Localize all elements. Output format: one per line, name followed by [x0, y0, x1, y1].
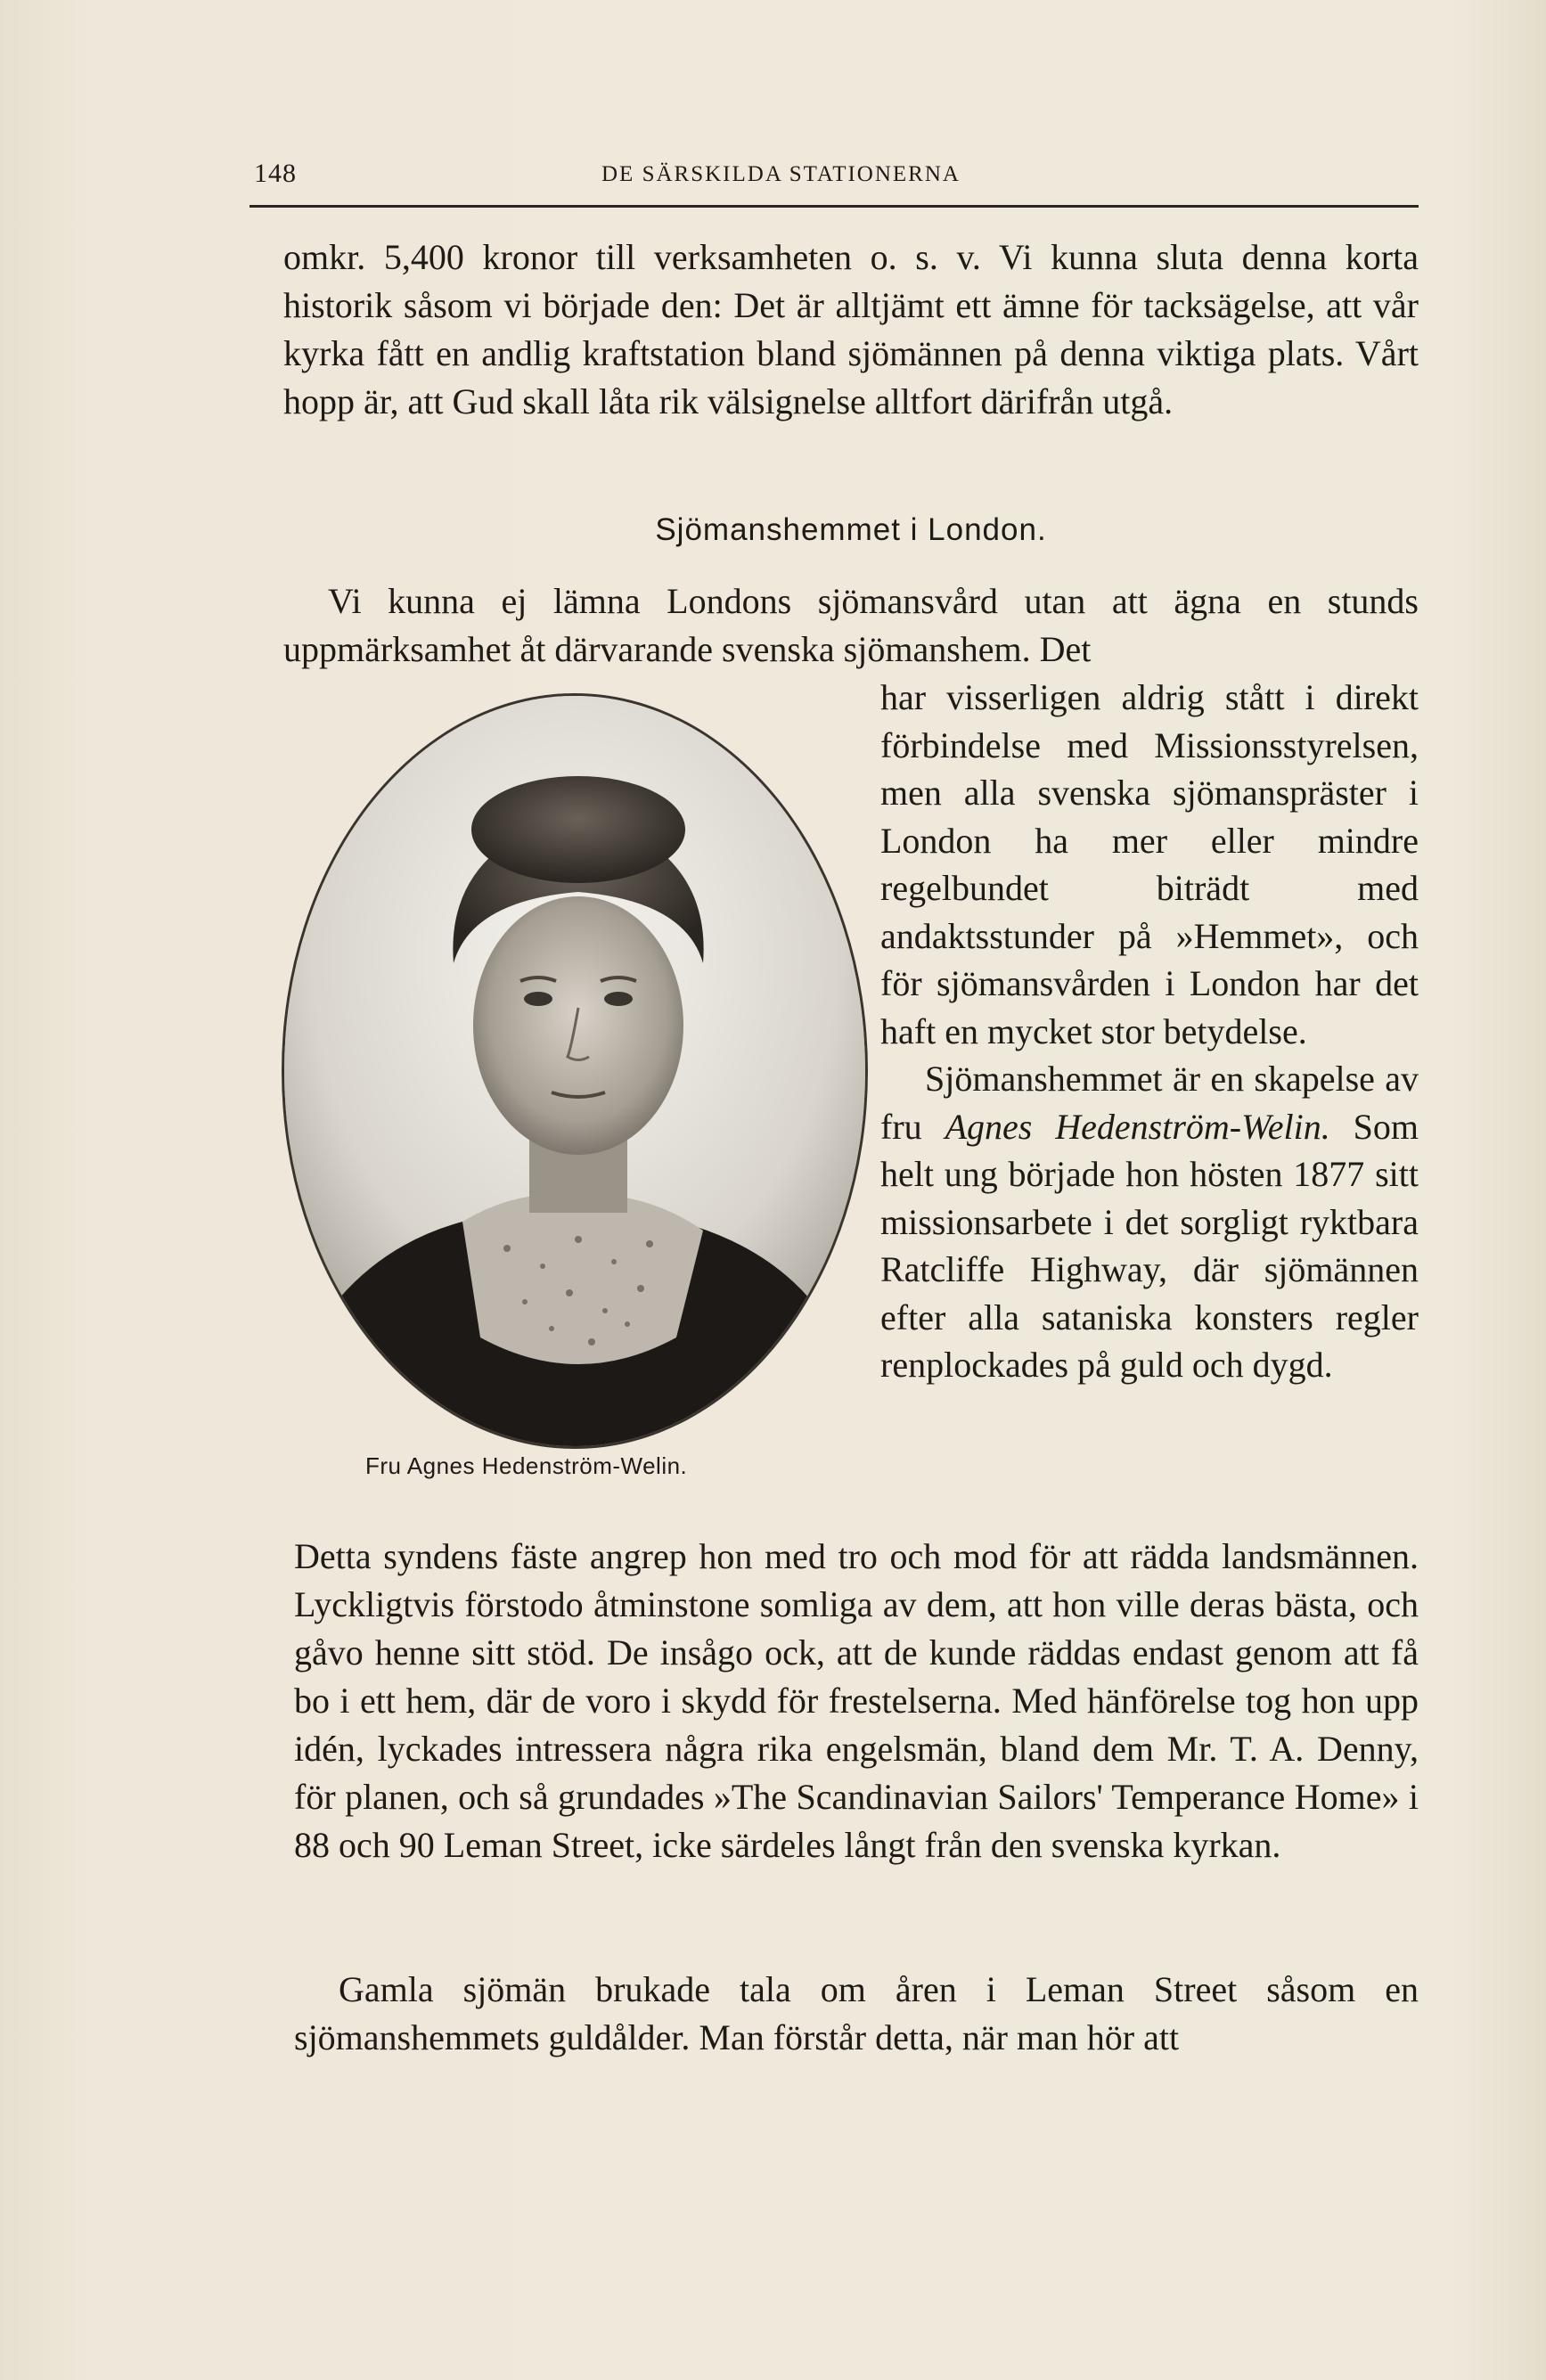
paragraph-2-text: Vi kunna ej lämna Londons sjömansvård utan att ägna en stunds uppmärksamhet åt därvarande svenska sjömanshem. Det [283, 581, 1419, 669]
paragraph-2-wrap-text: har visserligen aldrig stått i direkt förbindelse med Missionsstyrelsen, men alla svenska sjömanspräster i London ha mer eller mindre regelbundet biträdt med andaktsstunder på »Hemmet», och för sjömansvården i London har det haft en mycket stor betydelse. [880, 677, 1419, 1051]
paragraph-4 [294, 1966, 1419, 2062]
paragraph-3 [294, 1533, 1419, 1869]
running-head: DE SÄRSKILDA STATIONERNA [601, 162, 961, 186]
portrait-photo [282, 693, 868, 1449]
paragraph-2-continued [880, 674, 1419, 1389]
paragraph-3-wrap: Som helt ung började hon hösten 1877 sitt missionsarbete i det sorgligt ryktbara Ratcliffe Highway, där sjömännen efter alla sataniska konsters regler renplockades på guld och dygd. [880, 1106, 1419, 1385]
paragraph-3-start: Sjömanshemmet är en skapelse av fru [880, 1059, 1419, 1147]
person-name: Agnes Hedenström-Welin. [945, 1106, 1330, 1147]
photo-caption: Fru Agnes Hedenström-Welin. [365, 1452, 688, 1479]
paragraph-2 [283, 577, 1419, 674]
section-heading: Sjömanshemmet i London. [655, 512, 1047, 547]
paragraph-3-intro [880, 1055, 1419, 1389]
page-number: 148 [254, 159, 297, 188]
portrait-illustration [284, 696, 865, 1446]
paragraph-1-text: omkr. 5,400 kronor till verksamheten o. s. v. Vi kunna sluta denna korta historik såsom vi började den: Det är alltjämt ett ämne för tacksägelse, att vår kyrka fått en andlig kraftstation bland sjömännen på denna viktiga plats. Vårt hopp är, att Gud skall låta rik välsignelse alltfort därifrån utgå. [283, 237, 1419, 421]
paragraph-1 [283, 233, 1419, 426]
paragraph-3-text: Detta syndens fäste angrep hon med tro och mod för att rädda landsmännen. Lyckligtvis förstodo åtminstone somliga av dem, att hon ville deras bästa, och gåvo henne sitt stöd. De insågo ock, att de kunde räddas endast genom att få bo i ett hem, där de voro i skydd för frestelserna. Med hänförelse tog hon upp idén, lyckades intressera några rika engelsmän, bland dem Mr. T. A. Denny, för planen, och så grundades »The Scandinavian Sailors' Temperance Home» i 88 och 90 Leman Street, icke särdeles långt från den svenska kyrkan. [294, 1536, 1419, 1865]
page-header [249, 159, 1417, 203]
paragraph-4-text: Gamla sjömän brukade tala om åren i Leman Street såsom en sjömanshemmets guldålder. Man förstår detta, när man hör att [294, 1969, 1419, 2057]
header-rule [249, 205, 1419, 208]
